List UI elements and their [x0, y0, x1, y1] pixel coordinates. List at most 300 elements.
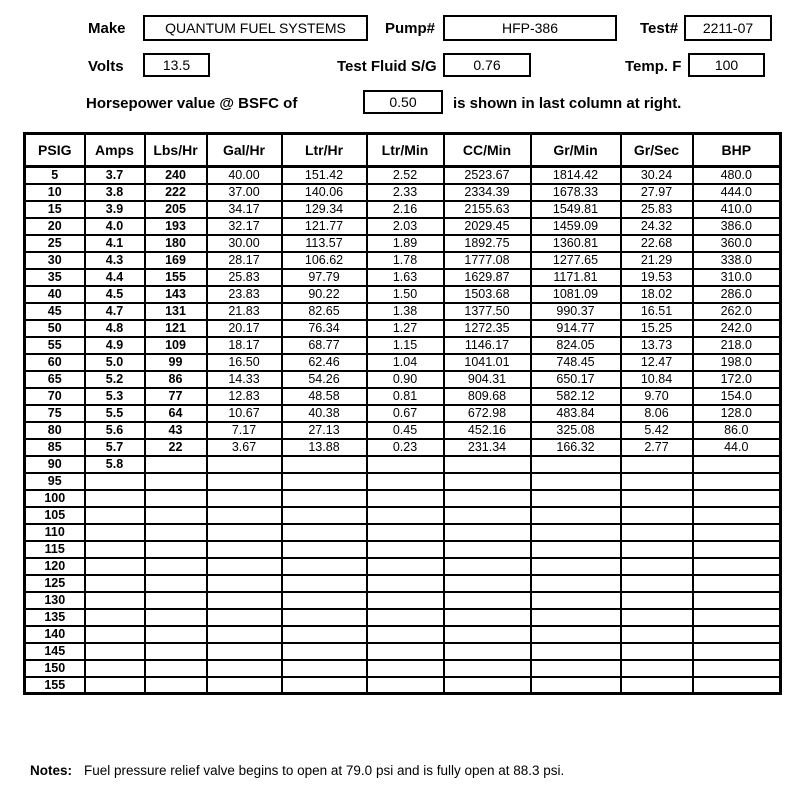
column-header: Ltr/Min	[367, 134, 444, 167]
notes-text: Fuel pressure relief valve begins to open at 79.0 psi and is fully open at 88.3 psi.	[84, 763, 565, 778]
table-cell: 25.83	[621, 201, 693, 218]
table-cell	[85, 660, 145, 677]
table-cell	[693, 660, 781, 677]
table-cell: 70	[25, 388, 85, 405]
table-cell: 2.77	[621, 439, 693, 456]
table-cell	[531, 456, 621, 473]
table-cell: 34.17	[207, 201, 282, 218]
table-cell: 240	[145, 167, 207, 184]
table-cell: 4.7	[85, 303, 145, 320]
table-cell	[282, 473, 367, 490]
table-cell: 22	[145, 439, 207, 456]
table-cell: 0.67	[367, 405, 444, 422]
table-cell	[444, 524, 531, 541]
table-cell: 3.67	[207, 439, 282, 456]
table-cell: 1.78	[367, 252, 444, 269]
table-cell	[693, 626, 781, 643]
column-header: Gr/Min	[531, 134, 621, 167]
column-header: BHP	[693, 134, 781, 167]
table-cell	[531, 473, 621, 490]
table-cell: 151.42	[282, 167, 367, 184]
temp-f-value-box	[688, 53, 765, 77]
table-cell: 35	[25, 269, 85, 286]
table-cell: 30.24	[621, 167, 693, 184]
table-cell	[145, 541, 207, 558]
table-cell: 130	[25, 592, 85, 609]
table-cell: 23.83	[207, 286, 282, 303]
table-cell	[693, 524, 781, 541]
table-cell	[531, 541, 621, 558]
table-cell: 1.15	[367, 337, 444, 354]
table-cell: 44.0	[693, 439, 781, 456]
table-cell: 10.84	[621, 371, 693, 388]
table-cell: 1171.81	[531, 269, 621, 286]
table-cell: 5.7	[85, 439, 145, 456]
table-cell: 14.33	[207, 371, 282, 388]
table-row	[25, 660, 781, 677]
table-cell	[693, 592, 781, 609]
table-cell: 1.63	[367, 269, 444, 286]
table-cell: 106.62	[282, 252, 367, 269]
table-cell: 13.88	[282, 439, 367, 456]
table-cell: 5	[25, 167, 85, 184]
table-cell	[621, 643, 693, 660]
table-cell: 48.58	[282, 388, 367, 405]
table-cell: 140	[25, 626, 85, 643]
table-row	[25, 388, 781, 405]
table-cell: 1678.33	[531, 184, 621, 201]
table-cell: 410.0	[693, 201, 781, 218]
table-cell: 55	[25, 337, 85, 354]
table-cell: 150	[25, 660, 85, 677]
table-cell: 262.0	[693, 303, 781, 320]
table-row	[25, 303, 781, 320]
table-cell: 86	[145, 371, 207, 388]
table-cell: 2155.63	[444, 201, 531, 218]
table-cell: 4.8	[85, 320, 145, 337]
table-cell: 4.3	[85, 252, 145, 269]
table-cell	[444, 575, 531, 592]
table-cell: 7.17	[207, 422, 282, 439]
table-cell: 360.0	[693, 235, 781, 252]
table-cell	[145, 660, 207, 677]
table-cell: 10	[25, 184, 85, 201]
table-cell	[282, 541, 367, 558]
table-cell: 25.83	[207, 269, 282, 286]
table-cell	[693, 490, 781, 507]
table-cell: 12.83	[207, 388, 282, 405]
table-cell	[621, 524, 693, 541]
table-row	[25, 337, 781, 354]
table-cell	[693, 609, 781, 626]
table-cell: 1777.08	[444, 252, 531, 269]
test-number-value: 2211-07	[702, 20, 754, 36]
table-row	[25, 218, 781, 235]
test-fluid-sg-label: Test Fluid S/G	[337, 58, 437, 75]
table-cell	[621, 541, 693, 558]
table-cell: 5.5	[85, 405, 145, 422]
table-cell: 120	[25, 558, 85, 575]
table-cell: 386.0	[693, 218, 781, 235]
table-cell: 32.17	[207, 218, 282, 235]
table-cell: 5.3	[85, 388, 145, 405]
table-cell: 40.38	[282, 405, 367, 422]
column-header: CC/Min	[444, 134, 531, 167]
table-cell	[531, 609, 621, 626]
column-header: Gr/Sec	[621, 134, 693, 167]
table-cell	[367, 558, 444, 575]
table-cell	[621, 490, 693, 507]
table-cell: 2.03	[367, 218, 444, 235]
table-cell	[444, 541, 531, 558]
table-cell: 1081.09	[531, 286, 621, 303]
table-cell: 3.8	[85, 184, 145, 201]
table-cell: 10.67	[207, 405, 282, 422]
table-cell	[207, 575, 282, 592]
table-cell: 16.51	[621, 303, 693, 320]
table-cell: 54.26	[282, 371, 367, 388]
table-cell	[145, 524, 207, 541]
make-value-box	[143, 15, 368, 41]
table-cell: 1041.01	[444, 354, 531, 371]
table-cell: 9.70	[621, 388, 693, 405]
table-cell: 15	[25, 201, 85, 218]
table-cell: 1360.81	[531, 235, 621, 252]
table-cell: 4.4	[85, 269, 145, 286]
table-cell	[207, 592, 282, 609]
table-cell: 1629.87	[444, 269, 531, 286]
table-cell: 444.0	[693, 184, 781, 201]
table-cell	[85, 575, 145, 592]
table-cell	[85, 643, 145, 660]
table-cell	[444, 609, 531, 626]
table-cell	[282, 490, 367, 507]
table-cell: 100	[25, 490, 85, 507]
make-value: QUANTUM FUEL SYSTEMS	[165, 20, 346, 36]
table-cell: 4.5	[85, 286, 145, 303]
volts-value-box	[143, 53, 210, 77]
table-cell: 231.34	[444, 439, 531, 456]
table-cell	[207, 626, 282, 643]
table-cell: 45	[25, 303, 85, 320]
table-cell: 1.27	[367, 320, 444, 337]
table-cell: 21.29	[621, 252, 693, 269]
table-cell: 198.0	[693, 354, 781, 371]
table-row	[25, 609, 781, 626]
table-row	[25, 575, 781, 592]
table-cell	[145, 490, 207, 507]
table-cell: 672.98	[444, 405, 531, 422]
table-cell: 4.0	[85, 218, 145, 235]
table-cell: 85	[25, 439, 85, 456]
table-cell	[145, 609, 207, 626]
table-cell	[621, 473, 693, 490]
table-cell: 115	[25, 541, 85, 558]
table-cell: 13.73	[621, 337, 693, 354]
table-cell	[85, 609, 145, 626]
table-cell: 86.0	[693, 422, 781, 439]
horsepower-bsfc-prefix: Horsepower value @ BSFC of	[86, 95, 298, 112]
table-cell: 5.0	[85, 354, 145, 371]
table-row	[25, 643, 781, 660]
table-cell: 1549.81	[531, 201, 621, 218]
table-cell: 166.32	[531, 439, 621, 456]
table-cell: 582.12	[531, 388, 621, 405]
table-cell	[444, 558, 531, 575]
test-data-table	[23, 132, 782, 695]
table-cell: 155	[145, 269, 207, 286]
table-cell: 1272.35	[444, 320, 531, 337]
table-cell	[444, 626, 531, 643]
table-cell: 145	[25, 643, 85, 660]
table-cell: 154.0	[693, 388, 781, 405]
pump-number-value-box	[443, 15, 617, 41]
table-cell: 28.17	[207, 252, 282, 269]
temp-f-value: 100	[714, 57, 739, 73]
table-cell: 809.68	[444, 388, 531, 405]
table-cell	[367, 456, 444, 473]
table-cell: 2334.39	[444, 184, 531, 201]
table-cell: 824.05	[531, 337, 621, 354]
table-cell: 131	[145, 303, 207, 320]
table-cell: 2.33	[367, 184, 444, 201]
table-cell: 24.32	[621, 218, 693, 235]
table-cell: 452.16	[444, 422, 531, 439]
table-cell: 1459.09	[531, 218, 621, 235]
table-cell	[207, 473, 282, 490]
table-cell	[85, 626, 145, 643]
make-label: Make	[88, 20, 126, 37]
table-row	[25, 235, 781, 252]
table-cell: 1277.65	[531, 252, 621, 269]
table-cell	[85, 592, 145, 609]
horsepower-bsfc-suffix: is shown in last column at right.	[453, 95, 682, 112]
table-cell	[282, 677, 367, 694]
table-cell	[367, 473, 444, 490]
table-cell	[207, 541, 282, 558]
table-cell	[282, 558, 367, 575]
table-cell	[367, 643, 444, 660]
table-row	[25, 558, 781, 575]
table-cell	[621, 507, 693, 524]
table-row	[25, 626, 781, 643]
table-cell	[85, 524, 145, 541]
table-row	[25, 252, 781, 269]
table-row	[25, 541, 781, 558]
table-row	[25, 456, 781, 473]
table-cell: 1146.17	[444, 337, 531, 354]
table-cell	[621, 592, 693, 609]
table-cell: 43	[145, 422, 207, 439]
table-row	[25, 371, 781, 388]
table-cell: 129.34	[282, 201, 367, 218]
table-cell: 25	[25, 235, 85, 252]
table-cell	[145, 677, 207, 694]
table-cell	[444, 660, 531, 677]
table-cell	[207, 490, 282, 507]
table-cell: 121.77	[282, 218, 367, 235]
table-row	[25, 422, 781, 439]
table-row	[25, 439, 781, 456]
test-number-value-box	[684, 15, 772, 41]
table-cell: 64	[145, 405, 207, 422]
table-cell	[145, 643, 207, 660]
table-cell: 5.8	[85, 456, 145, 473]
table-cell	[145, 592, 207, 609]
table-cell	[693, 507, 781, 524]
table-cell	[85, 507, 145, 524]
table-row	[25, 167, 781, 184]
table-cell: 76.34	[282, 320, 367, 337]
table-cell: 95	[25, 473, 85, 490]
table-cell: 0.81	[367, 388, 444, 405]
table-cell: 325.08	[531, 422, 621, 439]
table-cell: 2.52	[367, 167, 444, 184]
table-cell	[367, 660, 444, 677]
table-cell	[621, 575, 693, 592]
table-cell: 1.04	[367, 354, 444, 371]
table-cell	[444, 592, 531, 609]
table-cell: 37.00	[207, 184, 282, 201]
table-cell: 140.06	[282, 184, 367, 201]
table-cell: 16.50	[207, 354, 282, 371]
table-cell	[693, 456, 781, 473]
column-header: Amps	[85, 134, 145, 167]
table-cell: 22.68	[621, 235, 693, 252]
table-row	[25, 677, 781, 694]
table-cell	[531, 558, 621, 575]
table-cell: 18.17	[207, 337, 282, 354]
pump-number-value: HFP-386	[501, 20, 559, 36]
table-cell	[145, 575, 207, 592]
table-cell	[693, 541, 781, 558]
table-cell	[282, 592, 367, 609]
table-cell	[207, 507, 282, 524]
table-cell	[531, 626, 621, 643]
table-cell: 2523.67	[444, 167, 531, 184]
table-cell: 914.77	[531, 320, 621, 337]
table-cell: 3.7	[85, 167, 145, 184]
table-cell: 310.0	[693, 269, 781, 286]
table-cell	[531, 490, 621, 507]
table-cell	[85, 677, 145, 694]
notes-label: Notes:	[30, 763, 73, 778]
table-cell: 2029.45	[444, 218, 531, 235]
table-cell: 15.25	[621, 320, 693, 337]
table-cell	[693, 575, 781, 592]
table-cell: 40.00	[207, 167, 282, 184]
table-cell	[85, 490, 145, 507]
table-cell: 12.47	[621, 354, 693, 371]
table-cell	[282, 456, 367, 473]
table-cell	[531, 507, 621, 524]
table-cell: 125	[25, 575, 85, 592]
table-cell: 286.0	[693, 286, 781, 303]
table-cell: 242.0	[693, 320, 781, 337]
table-cell	[444, 643, 531, 660]
table-cell	[531, 660, 621, 677]
table-cell: 109	[145, 337, 207, 354]
test-number-label: Test#	[640, 20, 679, 37]
table-cell: 0.45	[367, 422, 444, 439]
table-cell	[207, 643, 282, 660]
table-cell: 0.23	[367, 439, 444, 456]
table-cell: 40	[25, 286, 85, 303]
table-cell: 18.02	[621, 286, 693, 303]
table-row	[25, 490, 781, 507]
table-cell	[207, 660, 282, 677]
table-cell: 483.84	[531, 405, 621, 422]
table-cell	[693, 473, 781, 490]
bsfc-value: 0.50	[389, 94, 417, 110]
table-cell	[367, 626, 444, 643]
table-cell	[207, 677, 282, 694]
table-cell: 27.97	[621, 184, 693, 201]
column-header: Ltr/Hr	[282, 134, 367, 167]
table-cell	[621, 456, 693, 473]
table-cell	[282, 643, 367, 660]
table-cell	[367, 677, 444, 694]
table-cell: 80	[25, 422, 85, 439]
table-cell: 480.0	[693, 167, 781, 184]
table-cell: 113.57	[282, 235, 367, 252]
table-cell: 97.79	[282, 269, 367, 286]
table-cell: 1.50	[367, 286, 444, 303]
table-cell: 143	[145, 286, 207, 303]
table-cell	[621, 660, 693, 677]
table-cell	[531, 575, 621, 592]
table-cell: 222	[145, 184, 207, 201]
table-cell: 0.90	[367, 371, 444, 388]
table-cell: 90.22	[282, 286, 367, 303]
table-cell: 1377.50	[444, 303, 531, 320]
pump-number-label: Pump#	[385, 20, 436, 37]
table-cell: 75	[25, 405, 85, 422]
table-cell	[85, 558, 145, 575]
table-cell: 50	[25, 320, 85, 337]
table-cell: 1.38	[367, 303, 444, 320]
table-cell	[145, 456, 207, 473]
table-cell: 1503.68	[444, 286, 531, 303]
table-row	[25, 320, 781, 337]
table-cell: 5.2	[85, 371, 145, 388]
table-row	[25, 524, 781, 541]
table-cell: 20.17	[207, 320, 282, 337]
table-body	[25, 167, 781, 694]
table-cell	[621, 677, 693, 694]
table-cell: 650.17	[531, 371, 621, 388]
bsfc-value-box	[363, 90, 443, 114]
table-row	[25, 592, 781, 609]
table-cell	[367, 575, 444, 592]
column-header: Gal/Hr	[207, 134, 282, 167]
table-row	[25, 184, 781, 201]
table-cell	[621, 626, 693, 643]
table-cell: 172.0	[693, 371, 781, 388]
table-row	[25, 201, 781, 218]
table-cell	[531, 643, 621, 660]
table-cell: 135	[25, 609, 85, 626]
table-cell: 27.13	[282, 422, 367, 439]
table-cell: 748.45	[531, 354, 621, 371]
table-cell: 99	[145, 354, 207, 371]
table-row	[25, 286, 781, 303]
table-cell: 193	[145, 218, 207, 235]
table-cell	[145, 473, 207, 490]
table-cell: 65	[25, 371, 85, 388]
table-cell: 110	[25, 524, 85, 541]
table-cell: 1892.75	[444, 235, 531, 252]
